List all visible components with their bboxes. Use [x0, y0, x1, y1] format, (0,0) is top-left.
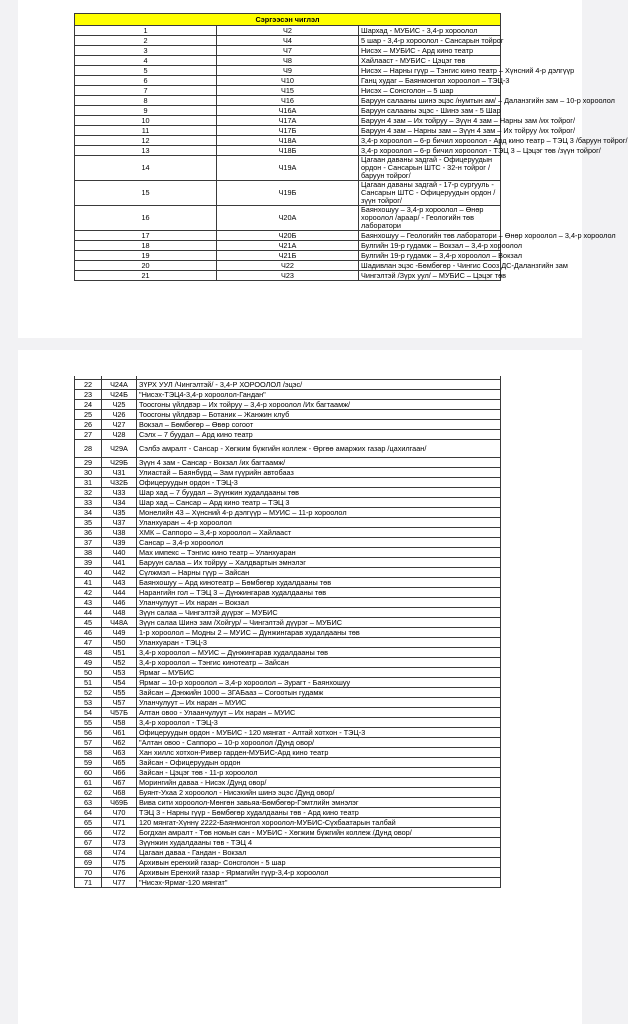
table-row — [75, 538, 501, 548]
route-description: ЗҮРХ УУЛ /Чингэлтэй/ - 3,4-Р ХОРООЛОЛ /эцэс/ — [137, 380, 501, 390]
table-row — [75, 261, 501, 271]
table-row — [75, 231, 501, 241]
table-row — [75, 400, 501, 410]
row-number: 36 — [75, 528, 102, 538]
row-number: 31 — [75, 478, 102, 488]
route-description: Зүүнжин худалдааны төв - ТЭЦ 4 — [137, 838, 501, 848]
table-row — [75, 828, 501, 838]
table-row — [75, 76, 501, 86]
route-code: Ч74 — [102, 848, 137, 858]
table-row — [75, 106, 501, 116]
route-description: Баруун салааны шинэ эцэс /нумтын ам/ – Даланзгийн зам – 10-р хороолол — [359, 96, 501, 106]
table-row — [75, 420, 501, 430]
route-code: Ч49 — [102, 628, 137, 638]
table-row — [75, 241, 501, 251]
row-number: 70 — [75, 868, 102, 878]
table-row — [75, 478, 501, 488]
route-description: Шадивлан эцэс -Бөмбөгөр - Чингис Сооз ДС-Даланзгийн зам — [359, 261, 501, 271]
route-code: Ч72 — [102, 828, 137, 838]
table-row — [75, 458, 501, 468]
route-code: Ч76 — [102, 868, 137, 878]
row-number: 43 — [75, 598, 102, 608]
row-number: 32 — [75, 488, 102, 498]
route-description: Богдхан амралт - Төв номын сан - МУБИС - Хөгжим бүжгийн коллеж /Дунд овор/ — [137, 828, 501, 838]
table-row — [75, 868, 501, 878]
route-code: Ч21Б — [217, 251, 359, 261]
row-number: 54 — [75, 708, 102, 718]
row-number: 16 — [75, 206, 217, 231]
table-row — [75, 788, 501, 798]
table-row — [75, 638, 501, 648]
table-row — [75, 708, 501, 718]
route-description: Хан хиллс хотхон-Ривер гарден-МУБИС-Ард кино театр — [137, 748, 501, 758]
table-row — [75, 146, 501, 156]
route-code: Ч16А — [217, 106, 359, 116]
routes-table-part-2 — [74, 376, 501, 888]
route-code: Ч18А — [217, 136, 359, 146]
table-title-row — [75, 14, 501, 26]
route-code: Ч34 — [102, 498, 137, 508]
route-code: Ч77 — [102, 878, 137, 888]
row-number: 61 — [75, 778, 102, 788]
route-code: Ч63 — [102, 748, 137, 758]
route-code: Ч75 — [102, 858, 137, 868]
table-row — [75, 390, 501, 400]
route-description: Тоосгоны үйлдвэр – Ботаник – Жанжин клуб — [137, 410, 501, 420]
table-row — [75, 808, 501, 818]
table-row — [75, 568, 501, 578]
table-row — [75, 181, 501, 206]
table-row — [75, 878, 501, 888]
route-description: Офицеруудын ордон - ТЭЦ-3 — [137, 478, 501, 488]
row-number: 33 — [75, 498, 102, 508]
row-number: 21 — [75, 271, 217, 281]
table-row — [75, 628, 501, 638]
route-description: Нисэх – МУБИС - Ард кино театр — [359, 46, 501, 56]
table-row — [75, 36, 501, 46]
route-description: Архивын еренхий газар- Сонсголон - 5 шар — [137, 858, 501, 868]
route-code: Ч26 — [102, 410, 137, 420]
row-number: 15 — [75, 181, 217, 206]
table-row — [75, 430, 501, 440]
row-number: 7 — [75, 86, 217, 96]
table-row — [75, 778, 501, 788]
row-number: 23 — [75, 390, 102, 400]
route-code: Ч50 — [102, 638, 137, 648]
table-row — [75, 858, 501, 868]
route-code: Ч46 — [102, 598, 137, 608]
route-code: Ч31 — [102, 468, 137, 478]
route-code: Ч62 — [102, 738, 137, 748]
row-number: 51 — [75, 678, 102, 688]
route-description: Сансар – 3,4-р хороолол — [137, 538, 501, 548]
route-code: Ч51 — [102, 648, 137, 658]
row-number: 2 — [75, 36, 217, 46]
route-description: Офицеруудын ордон - МУБИС - 120 мянгат - Алтай хотхон - ТЭЦ-3 — [137, 728, 501, 738]
route-code: Ч25 — [102, 400, 137, 410]
route-code: Ч39 — [102, 538, 137, 548]
route-code: Ч48 — [102, 608, 137, 618]
route-code: Ч16 — [217, 96, 359, 106]
table-row — [75, 758, 501, 768]
route-code: Ч27 — [102, 420, 137, 430]
table-row — [75, 608, 501, 618]
route-description: Баянхошуу – Ард кинотеатр – Бөмбөгөр худалдааны төв — [137, 578, 501, 588]
route-code: Ч73 — [102, 838, 137, 848]
route-code: Ч42 — [102, 568, 137, 578]
route-description: Нисэх – Сонсголон – 5 шар — [359, 86, 501, 96]
route-code: Ч67 — [102, 778, 137, 788]
route-description: Сэлбэ амралт - Сансар - Хөгжим бүжгийн коллеж - Өргөө амаржих газар /цахилгаан/ — [137, 440, 501, 458]
route-code: Ч29Б — [102, 458, 137, 468]
route-code: Ч71 — [102, 818, 137, 828]
table-row — [75, 548, 501, 558]
route-description: Баянхошуу – 3,4-р хороолол – Өнөр хороолол /араар/ - Геологийн төв лаборатори — [359, 206, 501, 231]
route-description: Хайлааст - МУБИС - Цэцэг төв — [359, 56, 501, 66]
route-description: Уланхуаран – 4-р хороолол — [137, 518, 501, 528]
row-number: 22 — [75, 380, 102, 390]
row-number: 26 — [75, 420, 102, 430]
table-row — [75, 116, 501, 126]
row-number: 52 — [75, 688, 102, 698]
table-row — [75, 26, 501, 36]
route-code: Ч24А — [102, 380, 137, 390]
row-number: 14 — [75, 156, 217, 181]
route-description: Булгийн 19-р гудамж – 3,4-р хороолол – Вокзал — [359, 251, 501, 261]
route-code: Ч4 — [217, 36, 359, 46]
route-code: Ч19А — [217, 156, 359, 181]
row-number: 57 — [75, 738, 102, 748]
row-number: 4 — [75, 56, 217, 66]
route-description: 3,4-р хороолол – Тэнгис кинотеатр – Зайсан — [137, 658, 501, 668]
row-number: 53 — [75, 698, 102, 708]
route-code: Ч24Б — [102, 390, 137, 400]
route-description: Зүүн 4 зам - Сансар - Вокзал /их багтаамж/ — [137, 458, 501, 468]
table-row — [75, 271, 501, 281]
route-code: Ч17Б — [217, 126, 359, 136]
table-row — [75, 206, 501, 231]
route-description: Баруун салааны эцэс - Шинэ зам - 5 Шар — [359, 106, 501, 116]
row-number: 71 — [75, 878, 102, 888]
route-code: Ч40 — [102, 548, 137, 558]
route-code: Ч20А — [217, 206, 359, 231]
table-row — [75, 96, 501, 106]
route-code: Ч38 — [102, 528, 137, 538]
table-row — [75, 46, 501, 56]
table-row — [75, 678, 501, 688]
table-row — [75, 468, 501, 478]
route-description: 3,4-р хороолол – 6-р бичил хороолол - Ард кино театр – ТЭЦ 3 /баруун тойрог/ — [359, 136, 501, 146]
row-number: 55 — [75, 718, 102, 728]
row-number: 5 — [75, 66, 217, 76]
route-code: Ч61 — [102, 728, 137, 738]
row-number: 37 — [75, 538, 102, 548]
route-description: Цагаан даваа - Гандан - Вокзал — [137, 848, 501, 858]
route-description: Баруун салаа – Их тойруу – Халдвартын эмнэлэг — [137, 558, 501, 568]
route-code: Ч19Б — [217, 181, 359, 206]
row-number: 42 — [75, 588, 102, 598]
row-number: 67 — [75, 838, 102, 848]
row-number: 62 — [75, 788, 102, 798]
table-row — [75, 768, 501, 778]
route-code: Ч70 — [102, 808, 137, 818]
table-row — [75, 156, 501, 181]
row-number: 34 — [75, 508, 102, 518]
row-number: 35 — [75, 518, 102, 528]
route-description: 120 мянгат-Хүннү 2222-Баянмонгол хороолол-МУБИС-Сүхбаатарын талбай — [137, 818, 501, 828]
table-row — [75, 618, 501, 628]
table-row — [75, 251, 501, 261]
route-code: Ч17А — [217, 116, 359, 126]
route-description: Зайсан – Дэнжийн 1000 – ЗГАБааз – Согоотын гудамж — [137, 688, 501, 698]
table-row — [75, 668, 501, 678]
route-description: 5 шар - 3,4-р хороолол - Сансарын тойрог — [359, 36, 501, 46]
row-number: 65 — [75, 818, 102, 828]
row-number: 1 — [75, 26, 217, 36]
route-code: Ч9 — [217, 66, 359, 76]
route-description: Уланхуаран - ТЭЦ-3 — [137, 638, 501, 648]
row-number: 48 — [75, 648, 102, 658]
document-page-2 — [18, 350, 582, 1024]
table-row — [75, 86, 501, 96]
table-row — [75, 518, 501, 528]
row-number: 69 — [75, 858, 102, 868]
row-number: 38 — [75, 548, 102, 558]
route-code: Ч22 — [217, 261, 359, 271]
route-code: Ч68 — [102, 788, 137, 798]
route-description: Зүүн салаа Шинэ зам /Хойгур/ – Чингэлтэй дүүрэг – МУБИС — [137, 618, 501, 628]
route-description: ХМК – Саппоро – 3,4-р хороолол – Хайлааст — [137, 528, 501, 538]
route-description: "Нисэх-ТЭЦ4-3,4-р хороолол-Гандан" — [137, 390, 501, 400]
route-code: Ч2 — [217, 26, 359, 36]
route-code: Ч28 — [102, 430, 137, 440]
route-description: Уланчулуут – Их наран – МУИС — [137, 698, 501, 708]
route-description: "Нисэх-Ярмаг-120 мянгат" — [137, 878, 501, 888]
route-description: "Алтан овоо - Саппоро – 10-р хороолол /Дунд овор/ — [137, 738, 501, 748]
table-row — [75, 380, 501, 390]
row-number: 59 — [75, 758, 102, 768]
table-row — [75, 838, 501, 848]
row-number: 17 — [75, 231, 217, 241]
route-code: Ч15 — [217, 86, 359, 96]
row-number: 10 — [75, 116, 217, 126]
route-code: Ч8 — [217, 56, 359, 66]
row-number: 47 — [75, 638, 102, 648]
row-number: 40 — [75, 568, 102, 578]
route-description: Монелийн 43 – Хүнсний 4-р дэлгүүр – МУИС – 11-р хороолол — [137, 508, 501, 518]
table-row — [75, 488, 501, 498]
row-number: 20 — [75, 261, 217, 271]
route-description: Нисэх – Нарны гүүр – Тэнгис кино театр – Хүнсний 4-р дэлгүүр — [359, 66, 501, 76]
route-code: Ч41 — [102, 558, 137, 568]
row-number: 29 — [75, 458, 102, 468]
table-row — [75, 598, 501, 608]
route-code: Ч57 — [102, 698, 137, 708]
route-code: Ч37 — [102, 518, 137, 528]
route-description: Уланчулуут – Их наран – Вокзал — [137, 598, 501, 608]
route-description: Ганц худаг – Баянмонгол хороолол – ТЭЦ-3 — [359, 76, 501, 86]
row-number: 44 — [75, 608, 102, 618]
row-number: 41 — [75, 578, 102, 588]
route-description: Архивын Еренхий газар - Ярмагийн гүүр-3,4-р хороолол — [137, 868, 501, 878]
table-row — [75, 136, 501, 146]
route-description: Булгийн 19-р гудамж – Вокзал – 3,4-р хороолол — [359, 241, 501, 251]
route-code: Ч65 — [102, 758, 137, 768]
route-code: Ч69Б — [102, 798, 137, 808]
row-number: 3 — [75, 46, 217, 56]
route-description: 3,4-р хороолол – МУИС – Дүнжингарав худалдааны төв — [137, 648, 501, 658]
route-code: Ч44 — [102, 588, 137, 598]
routes-table-part-1 — [74, 13, 628, 281]
row-number: 11 — [75, 126, 217, 136]
row-number: 56 — [75, 728, 102, 738]
row-number: 30 — [75, 468, 102, 478]
table-row — [75, 498, 501, 508]
route-description: Тоосгоны үйлдвэр – Их тойруу – 3,4-р хороолол /Их багтаамж/ — [137, 400, 501, 410]
route-description: Цагаан даваны задгай - 17-р сургууль - Сансарын ШТС - Офицеруудын ордон /зүүн тойрог/ — [359, 181, 501, 206]
route-code: Ч7 — [217, 46, 359, 56]
row-number: 13 — [75, 146, 217, 156]
route-code: Ч29А — [102, 440, 137, 458]
route-description: Сэлх – 7 буудал – Ард кино театр — [137, 430, 501, 440]
route-description: Цагаан даваны задгай - Офицеруудын ордон - Сансарын ШТС - 32-н тойрог /баруун тойрог/ — [359, 156, 501, 181]
route-description: 3,4-р хороолол - ТЭЦ-3 — [137, 718, 501, 728]
route-code: Ч58 — [102, 718, 137, 728]
row-number: 6 — [75, 76, 217, 86]
route-description: Зайсан - Офицеруудын ордон — [137, 758, 501, 768]
route-description: Зайсан - Цэцэг төв - 11-р хороолол — [137, 768, 501, 778]
document-page-1 — [18, 0, 628, 338]
route-description: Мах импекс – Тэнгис кино театр – Уланхуаран — [137, 548, 501, 558]
route-code: Ч66 — [102, 768, 137, 778]
table-title: Сэргээсэн чиглэл — [75, 14, 501, 26]
route-description: Сүлжмэл – Нарны гүүр – Зайсан — [137, 568, 501, 578]
table-row — [75, 848, 501, 858]
route-description: Ярмаг – 10-р хороолол – 3,4-р хороолол – Зурагт - Баянхошуу — [137, 678, 501, 688]
route-description: Вива сити хороолол-Мөнгөн завьяа-Бөмбөгөр-Гэмтлийн эмнэлэг — [137, 798, 501, 808]
route-code: Ч23 — [217, 271, 359, 281]
table-row — [75, 528, 501, 538]
row-number: 24 — [75, 400, 102, 410]
row-number: 50 — [75, 668, 102, 678]
route-description: Чингэлтэй /Зүрх уул/ – МУБИС – Цэцэг төв — [359, 271, 501, 281]
row-number: 8 — [75, 96, 217, 106]
route-code: Ч48А — [102, 618, 137, 628]
table-row — [75, 66, 501, 76]
row-number: 27 — [75, 430, 102, 440]
route-code: Ч20Б — [217, 231, 359, 241]
route-code: Ч54 — [102, 678, 137, 688]
row-number: 58 — [75, 748, 102, 758]
route-code: Ч10 — [217, 76, 359, 86]
route-description: Нарангийн гол – ТЭЦ 3 – Дүнжингарав худалдааны төв — [137, 588, 501, 598]
table-row — [75, 56, 501, 66]
route-code: Ч35 — [102, 508, 137, 518]
route-description: Баянхошуу – Геологийн төв лаборатори – Өнөр хороолол – 3,4-р хороолол — [359, 231, 501, 241]
route-code: Ч55 — [102, 688, 137, 698]
row-number: 49 — [75, 658, 102, 668]
table-row — [75, 648, 501, 658]
route-description: Баруун 4 зам – Их тойруу – Зүүн 4 зам – Нарны зам /их тойрог/ — [359, 116, 501, 126]
route-code: Ч33 — [102, 488, 137, 498]
route-description: 3,4-р хороолол – 6-р бичил хороолол - ТЭЦ 3 – Цэцэг төв /зүүн тойрог/ — [359, 146, 501, 156]
row-number: 68 — [75, 848, 102, 858]
route-description: Шар хад – 7 буудал – Зүүнжин худалдааны төв — [137, 488, 501, 498]
row-number: 63 — [75, 798, 102, 808]
route-description: Баруун 4 зам – Нарны зам – Зүүн 4 зам – Их тойруу /их тойрог/ — [359, 126, 501, 136]
row-number: 18 — [75, 241, 217, 251]
route-description: Шар хад – Сансар – Ард кино театр – ТЭЦ 3 — [137, 498, 501, 508]
row-number: 39 — [75, 558, 102, 568]
table-row — [75, 738, 501, 748]
route-code: Ч53 — [102, 668, 137, 678]
route-description: Морингийн даваа - Нисэх /Дунд овор/ — [137, 778, 501, 788]
route-description: Ярмаг – МУБИС — [137, 668, 501, 678]
route-code: Ч57Б — [102, 708, 137, 718]
route-description: Зүүн салаа – Чингэлтэй дүүрэг – МУБИС — [137, 608, 501, 618]
table-row — [75, 688, 501, 698]
route-code: Ч52 — [102, 658, 137, 668]
table-row — [75, 718, 501, 728]
route-code: Ч18Б — [217, 146, 359, 156]
route-code: Ч32Б — [102, 478, 137, 488]
row-number: 66 — [75, 828, 102, 838]
route-description: Улиастай – Баянбүрд – Зам гүүрийн автобааз — [137, 468, 501, 478]
row-number: 28 — [75, 440, 102, 458]
table-row — [75, 798, 501, 808]
table-row — [75, 588, 501, 598]
route-code: Ч43 — [102, 578, 137, 588]
table-row — [75, 748, 501, 758]
table-row — [75, 410, 501, 420]
table-row — [75, 508, 501, 518]
route-description: Вокзал – Бөмбөгөр – Өвөр согоот — [137, 420, 501, 430]
table-row — [75, 698, 501, 708]
row-number: 9 — [75, 106, 217, 116]
route-description: Буянт-Ухаа 2 хороолол - Нисэхийн шинэ эцэс /Дунд овор/ — [137, 788, 501, 798]
row-number: 64 — [75, 808, 102, 818]
table-row — [75, 818, 501, 828]
table-row — [75, 440, 501, 458]
table-row — [75, 578, 501, 588]
route-description: Алтан овоо - Улаанчулуут – Их наран – МУИС — [137, 708, 501, 718]
row-number: 12 — [75, 136, 217, 146]
row-number: 25 — [75, 410, 102, 420]
table-row — [75, 558, 501, 568]
row-number: 45 — [75, 618, 102, 628]
route-code: Ч21А — [217, 241, 359, 251]
row-number: 19 — [75, 251, 217, 261]
table-row — [75, 658, 501, 668]
row-number: 60 — [75, 768, 102, 778]
row-number: 46 — [75, 628, 102, 638]
route-description: ТЭЦ 3 - Нарны гүүр - Бөмбөгөр худалдааны төв - Ард кино театр — [137, 808, 501, 818]
route-description: 1-р хороолол – Модны 2 – МУИС – Дүнжингарав худалдааны төв — [137, 628, 501, 638]
table-row — [75, 728, 501, 738]
route-description: Шархад - МУБИС - 3,4-р хороолол — [359, 26, 501, 36]
table-row — [75, 126, 501, 136]
